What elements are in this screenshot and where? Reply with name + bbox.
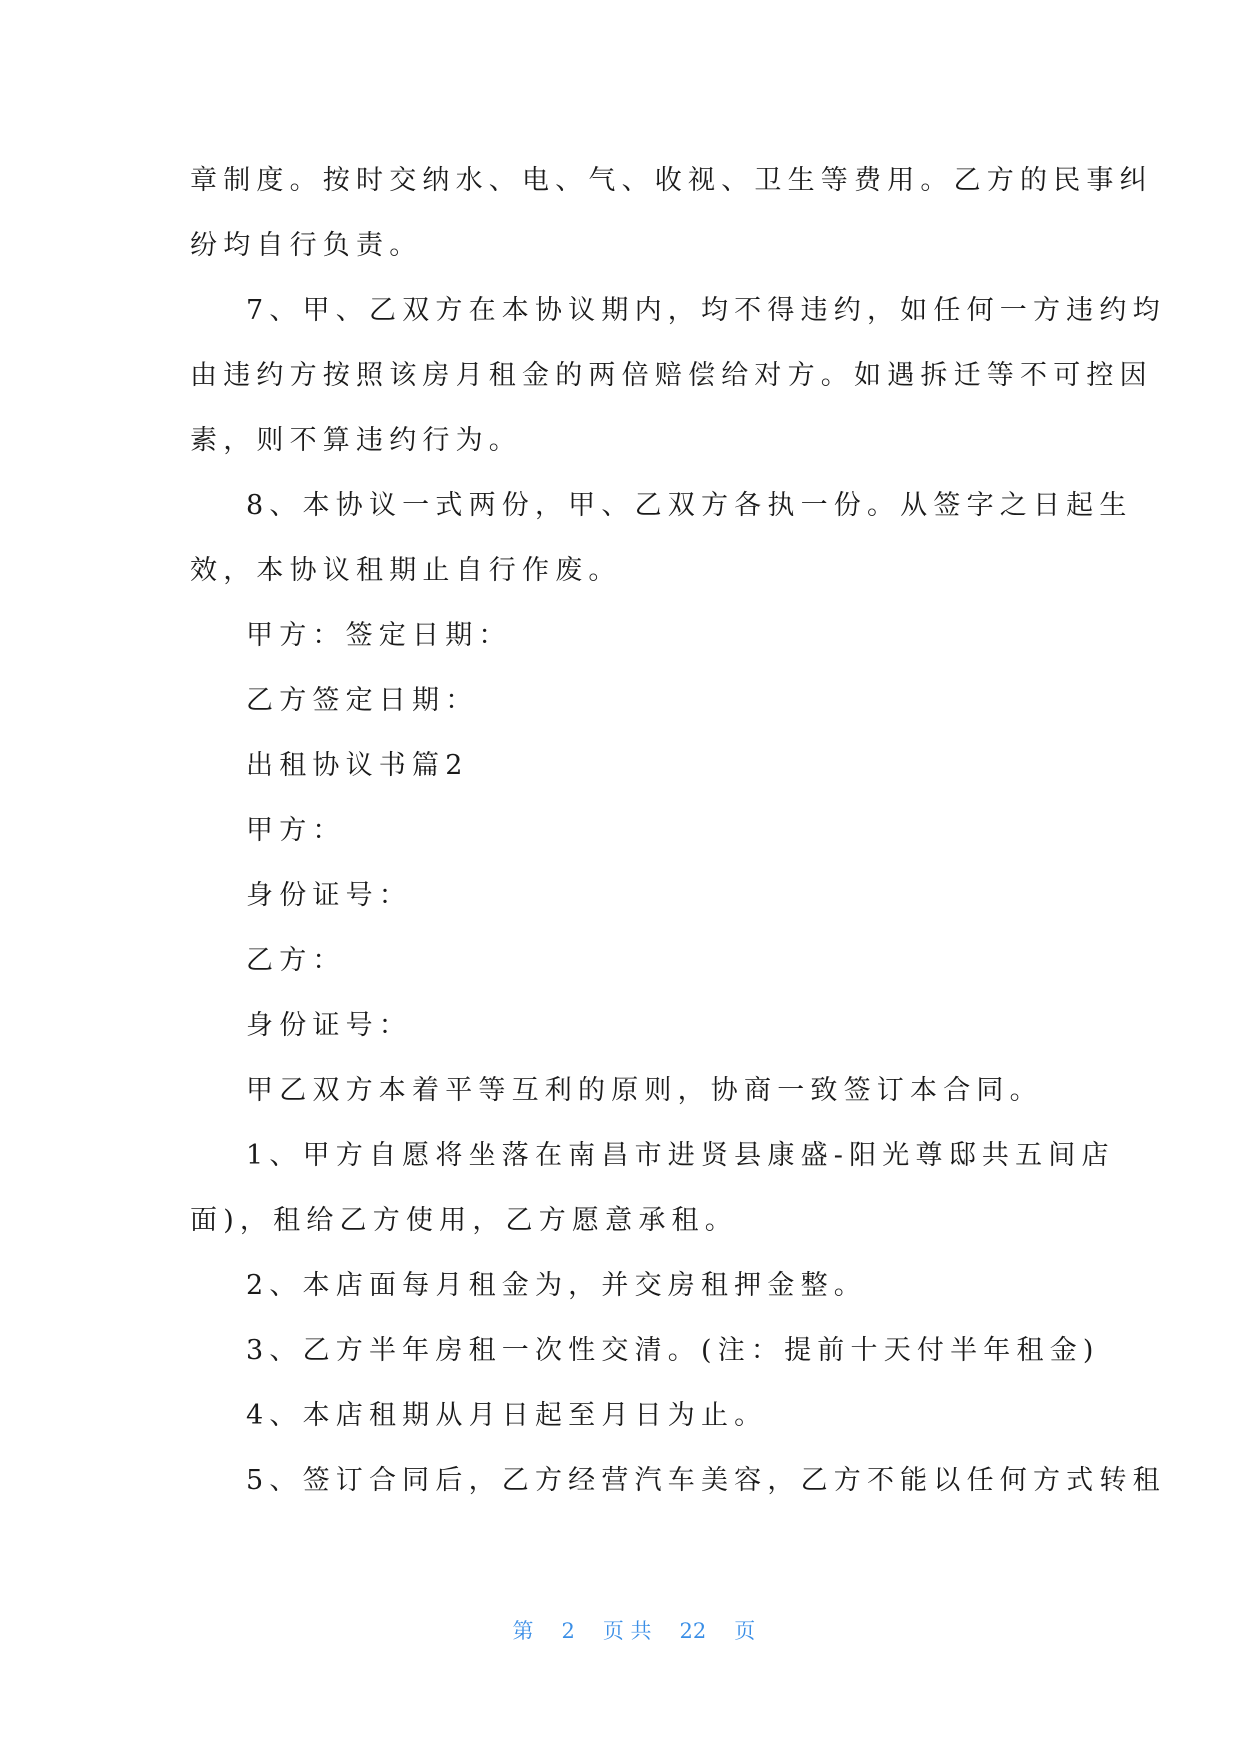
text-line: 由违约方按照该房月租金的两倍赔偿给对方。如遇拆迁等不可控因 bbox=[190, 360, 1153, 391]
text-line: 效，本协议租期止自行作废。 bbox=[190, 555, 622, 586]
footer-current-page: 2 bbox=[561, 1619, 575, 1643]
preamble: 甲乙双方本着平等互利的原则，协商一致签订本合同。 bbox=[246, 1075, 1043, 1106]
clause-1: 1、甲方自愿将坐落在南昌市进贤县康盛-阳光尊邸共五间店 bbox=[246, 1140, 1115, 1171]
section-heading: 出租协议书篇2 bbox=[246, 750, 469, 781]
party-a-signature-line: 甲方：签定日期： bbox=[246, 620, 512, 651]
clause-3: 3、乙方半年房租一次性交清。(注：提前十天付半年租金) bbox=[246, 1335, 1100, 1366]
party-b-id-field: 身份证号： bbox=[246, 1010, 412, 1041]
page-footer bbox=[0, 1591, 1241, 1669]
text-line: 章制度。按时交纳水、电、气、收视、卫生等费用。乙方的民事纠 bbox=[190, 165, 1153, 196]
clause-2: 2、本店面每月租金为，并交房租押金整。 bbox=[246, 1270, 867, 1301]
footer-middle: 页 共 bbox=[602, 1619, 652, 1643]
footer-prefix: 第 bbox=[512, 1619, 534, 1643]
footer-suffix: 页 bbox=[734, 1619, 756, 1643]
party-b-field: 乙方： bbox=[246, 945, 346, 976]
clause-8: 8、本协议一式两份，甲、乙双方各执一份。从签字之日起生 bbox=[246, 490, 1133, 521]
footer-total-pages: 22 bbox=[679, 1619, 707, 1643]
party-a-field: 甲方： bbox=[246, 815, 346, 846]
clause-5: 5、签订合同后，乙方经营汽车美容，乙方不能以任何方式转租 bbox=[246, 1465, 1166, 1496]
clause-7: 7、甲、乙双方在本协议期内，均不得违约，如任何一方违约均 bbox=[246, 295, 1166, 326]
party-a-id-field: 身份证号： bbox=[246, 880, 412, 911]
document-body bbox=[190, 155, 1166, 1520]
text-line: 素，则不算违约行为。 bbox=[190, 425, 522, 456]
clause-4: 4、本店租期从月日起至月日为止。 bbox=[246, 1400, 768, 1431]
party-b-signature-line: 乙方签定日期： bbox=[246, 685, 479, 716]
text-line: 面)，租给乙方使用，乙方愿意承租。 bbox=[190, 1205, 738, 1236]
text-line: 纷均自行负责。 bbox=[190, 230, 423, 261]
